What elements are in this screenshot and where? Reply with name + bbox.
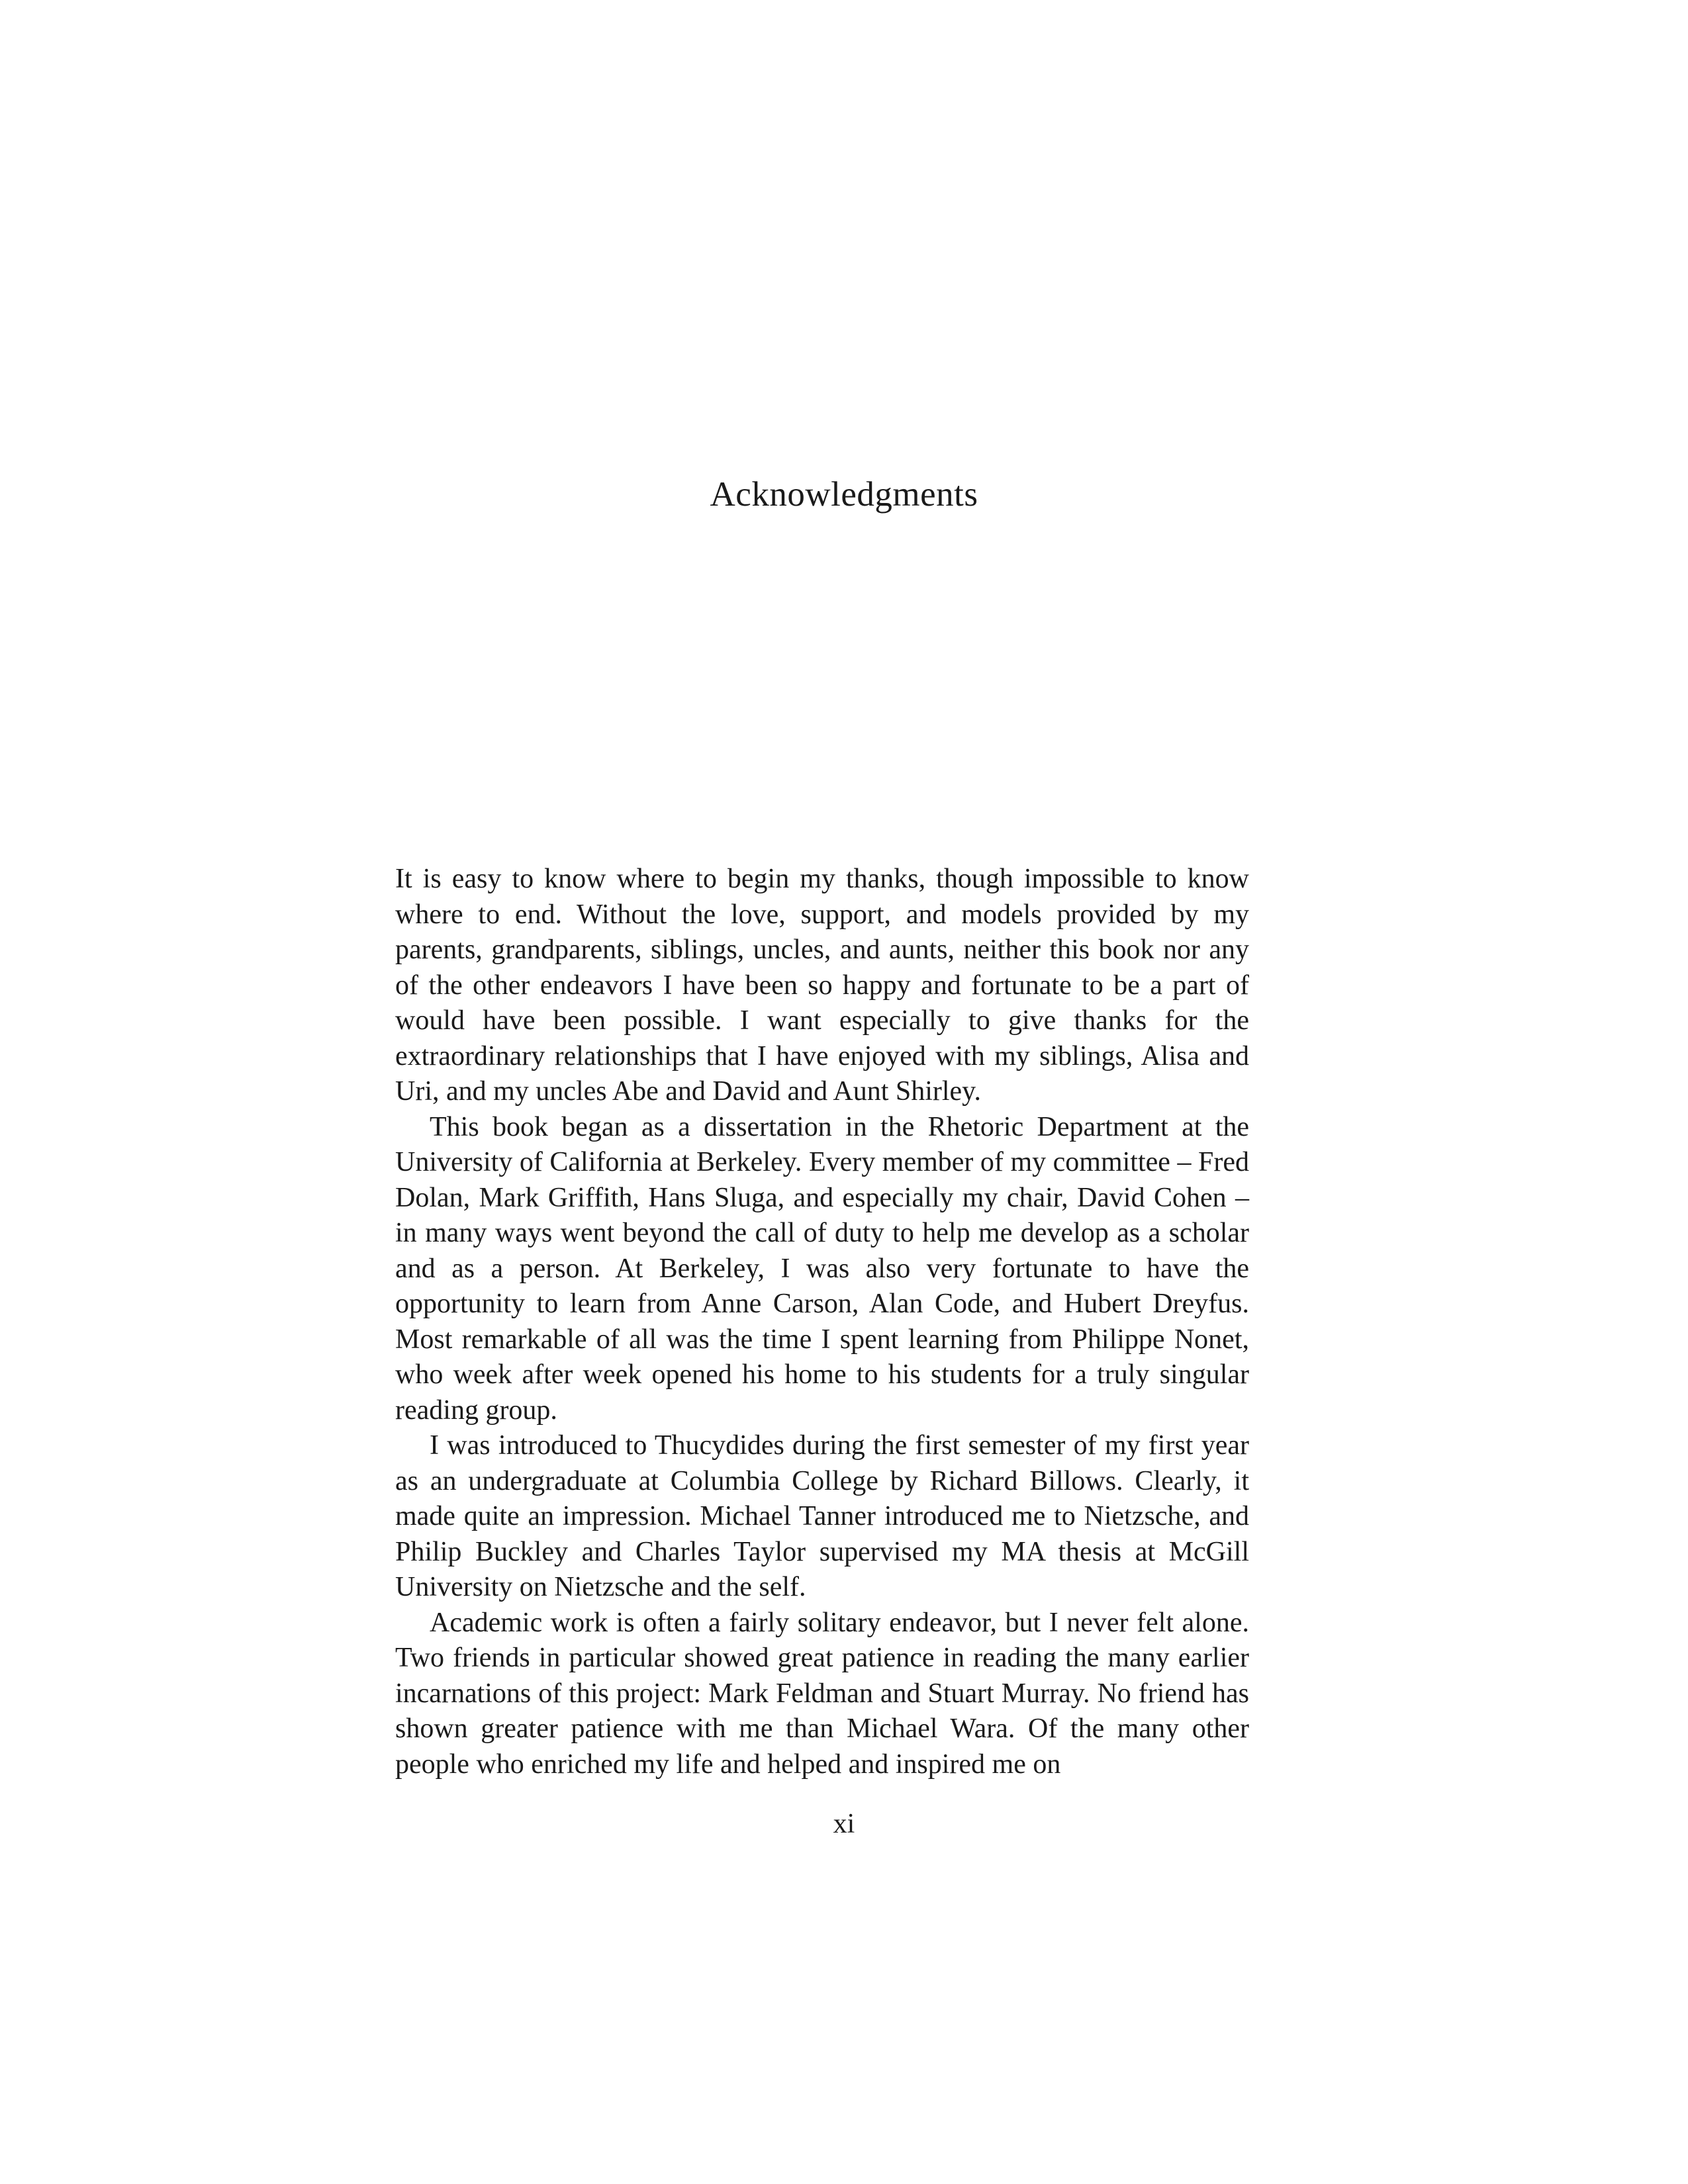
paragraph-4: Academic work is often a fairly solitary endeavor, but I never felt alone. Two friends in particular showed great patience in reading the many earlier incarnations of this project: Mark Feldman and Stuart Murray. No friend has shown greater patience with me than Michael Wara. Of the many other people who enriched my life and helped and inspired me on — [395, 1607, 1249, 1780]
paragraph-1: It is easy to know where to begin my thanks, though impossible to know where to end. Without the love, support, and models provided by my parents, grandparents, siblings, uncles, and aunts, neither this book nor any of the other endeavors I have been so happy and fortunate to be a part of would have been possible. I want especially to give thanks for the extraordinary relationships that I have enjoyed with my siblings, Alisa and Uri, and my uncles Abe and David and Aunt Shirley. — [395, 864, 1249, 1107]
paragraph-3: I was introduced to Thucydides during the first semester of my first year as an undergraduate at Columbia College by Richard Billows. Clearly, it made quite an impression. Michael Tanner introduced me to Nietzsche, and Philip Buckley and Charles Taylor supervised my MA thesis at McGill University on Nietzsche and the self. — [395, 1430, 1249, 1602]
body-text — [395, 862, 1249, 1782]
page-number: xi — [833, 1809, 855, 1839]
paragraph-2: This book began as a dissertation in the Rhetoric Department at the University of California at Berkeley. Every member of my committee – Fred Dolan, Mark Griffith, Hans Sluga, and especially my chair, David Cohen – in many ways went beyond the call of duty to help me develop as a scholar and as a person. At Berkeley, I was also very fortunate to have the opportunity to learn from Anne Carson, Alan Code, and Hubert Dreyfus. Most remarkable of all was the time I spent learning from Philippe Nonet, who week after week opened his home to his students for a truly singular reading group. — [395, 1111, 1249, 1426]
page-title: Acknowledgments — [710, 475, 978, 514]
